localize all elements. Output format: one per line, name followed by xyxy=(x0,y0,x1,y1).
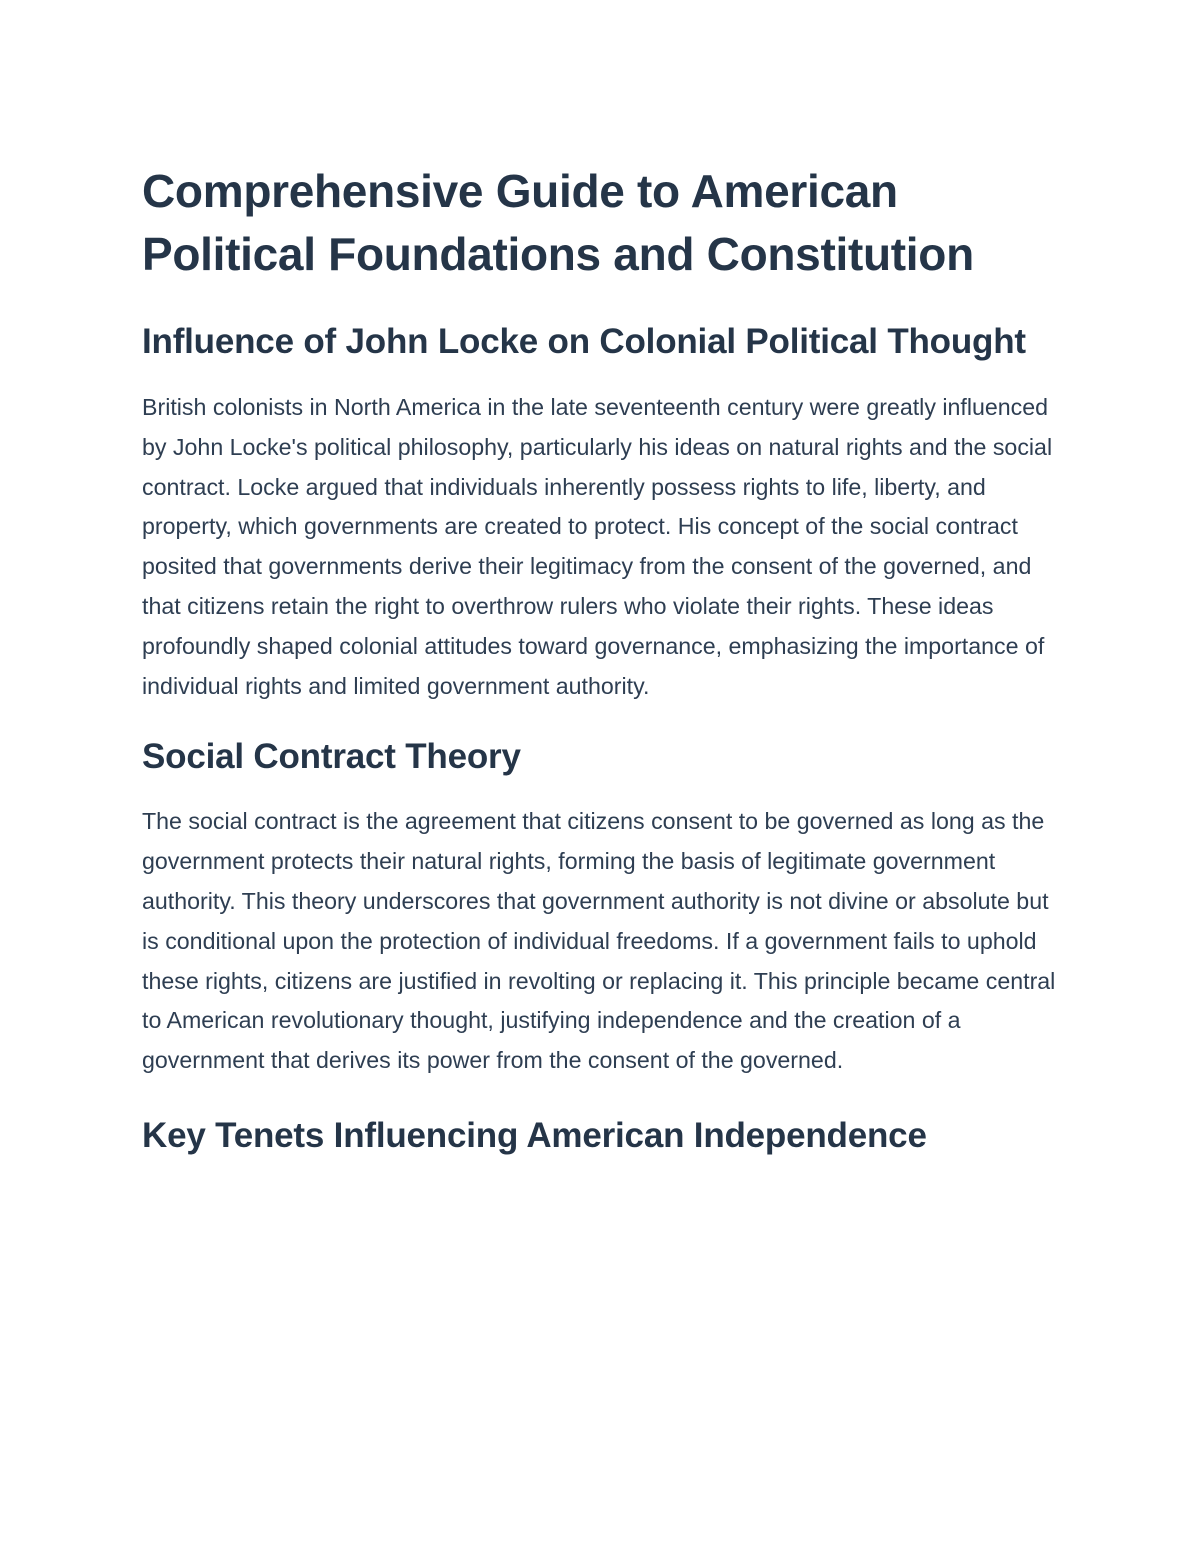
document-title: Comprehensive Guide to American Political Foundations and Constitution xyxy=(142,165,974,280)
section-body-social-contract: The social contract is the agreement that citizens consent to be governed as long as the government protects their natural rights, forming the basis of legitimate government authority. This theory underscores that government authority is not divine or absolute but is conditional upon the protection of individual freedoms. If a government fails to uphold these rights, citizens are justified in revolting or replacing it. This principle became central to American revolutionary thought, justifying independence and the creation of a government that derives its power from the consent of the governed. xyxy=(142,808,1056,1074)
section-heading-key-tenets: Key Tenets Influencing American Independence xyxy=(142,1115,927,1155)
section-heading-john-locke: Influence of John Locke on Colonial Political Thought xyxy=(142,322,1026,361)
section-body-john-locke: British colonists in North America in the late seventeenth century were greatly influenced by John Locke's political philosophy, particularly his ideas on natural rights and the social contract. Locke argued that individuals inherently possess rights to life, liberty, and property, which governments are created to protect. His concept of the social contract posited that governments derive their legitimacy from the consent of the governed, and that citizens retain the right to overthrow rulers who violate their rights. These ideas profoundly shaped colonial attitudes toward governance, emphasizing the importance of individual rights and limited government authority. xyxy=(142,394,1053,699)
section-heading-social-contract: Social Contract Theory xyxy=(142,737,521,777)
document-page xyxy=(142,160,1062,1164)
